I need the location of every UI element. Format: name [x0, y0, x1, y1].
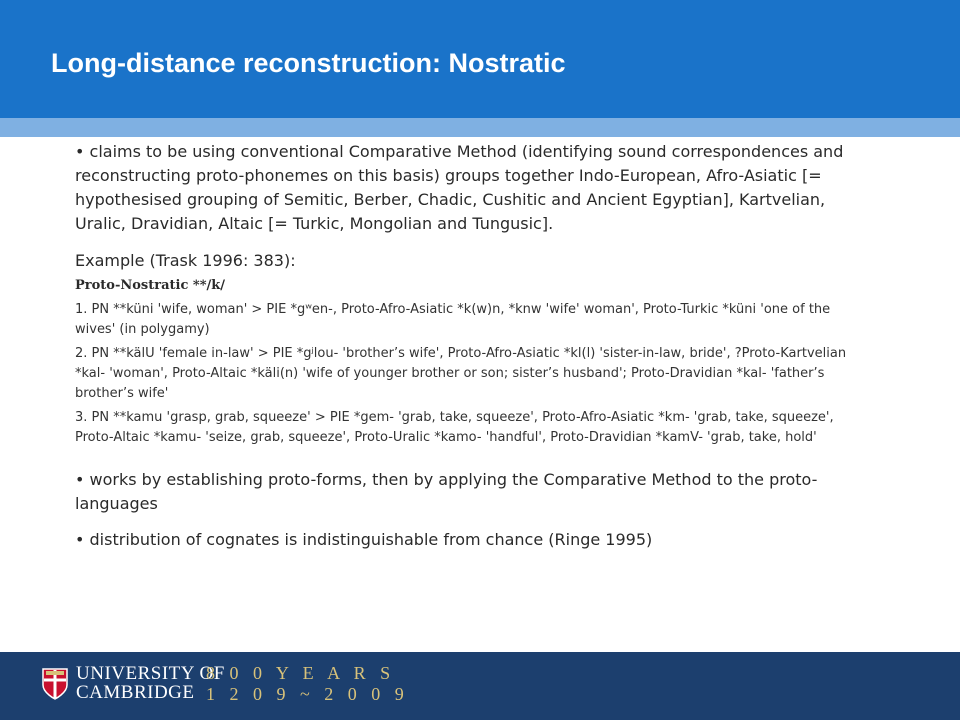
- header-bar: [0, 0, 960, 118]
- logo-line-1: UNIVERSITY OF: [76, 663, 225, 684]
- example-heading: Example (Trask 1996: 383):: [75, 251, 296, 270]
- logo-line-2: CAMBRIDGE: [76, 682, 195, 703]
- example-item-1: 1. PN **küni 'wife, woman' > PIE *gʷen-, Proto-Afro-Asiatic *k(w)n, *knw 'wife' woman', Proto-Turkic *küni 'one of the wives' (in polygamy): [75, 302, 831, 337]
- years-line-2: 1 2 0 9 ~ 2 0 0 9: [206, 684, 409, 704]
- anniversary-text: [206, 663, 409, 705]
- example-item-2: 2. PN **kälU 'female in-law' > PIE *gʲlou- 'brother’s wife', Proto-Afro-Asiatic *kl(l) 'sister-in-law, bride', ?Proto-Kartvelian *kal- 'woman', Proto-Altaic *käli(n) 'wife of younger brother or son; sister’s husband'; Proto-Dravidian *kal- 'father’s brother’s wife': [75, 346, 847, 401]
- years-line-1: 8 0 0 Y E A R S: [206, 663, 396, 683]
- header-stripe: [0, 118, 960, 137]
- university-shield-icon: [42, 668, 68, 700]
- slide-content: [75, 140, 865, 552]
- bullet-distribution: • distribution of cognates is indistinguishable from chance (Ringe 1995): [75, 530, 653, 549]
- bullet-comparative-method: • claims to be using conventional Comparative Method (identifying sound correspondences and reconstructing proto-phonemes on this basis) groups together Indo-European, Afro-Asiatic [= hypothesised grouping of Semitic, Berber, Chadic, Cushitic and Ancient Egyptian], Kartvelian, Uralic, Dravidian, Altaic [= Turkic, Mongolian and Tungusic].: [75, 142, 844, 233]
- proto-nostratic-heading: Proto-Nostratic **/k/: [75, 278, 226, 293]
- page-title: Long-distance reconstruction: Nostratic: [51, 48, 566, 78]
- university-logo-text: [76, 664, 225, 702]
- example-item-3: 3. PN **kamu 'grasp, grab, squeeze' > PIE *gem- 'grab, take, squeeze', Proto-Afro-Asiatic *km- 'grab, take, squeeze', Proto-Altaic *kamu- 'seize, grab, squeeze', Proto-Uralic *kamo- 'handful', Proto-Dravidian *kamV- 'grab, take, hold': [75, 410, 834, 445]
- bullet-proto-forms: • works by establishing proto-forms, then by applying the Comparative Method to the proto-languages: [75, 470, 818, 513]
